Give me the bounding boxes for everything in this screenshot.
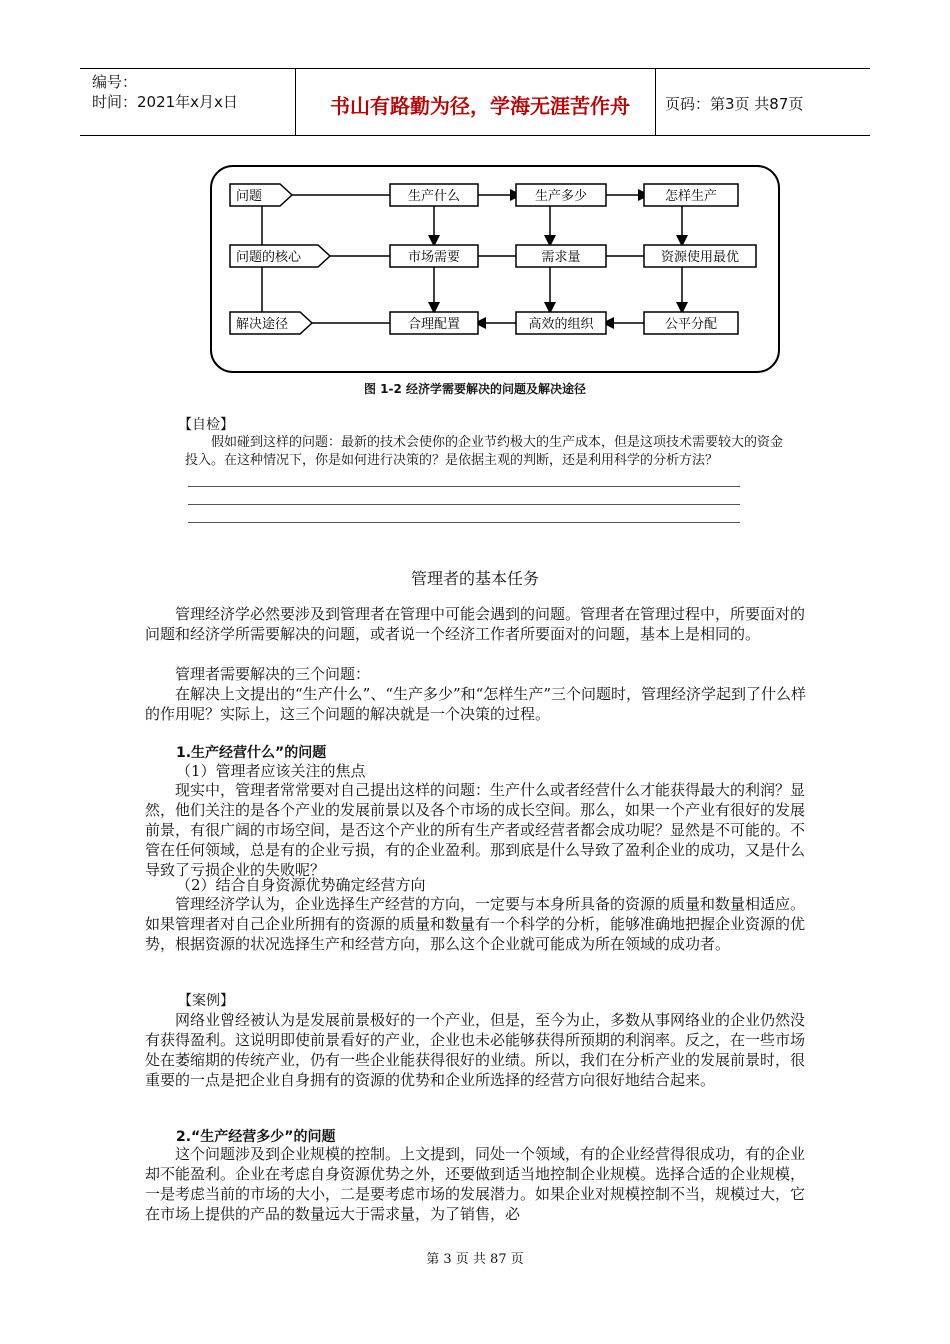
subheading: 2.“生产经营多少”的问题 [176,1129,336,1145]
row-label: 问题的核心 [236,250,302,265]
paragraph: 网络业曾经被认为是发展前景极好的一个产业，但是，至今为止，多数从事网络业的企业仍然没有获得盈利。这说明即使前景看好的产业，企业也未必能够获得所预期的利润率。反之，在一些市场处在萎缩期的传统产业，仍有一些企业能获得很好的业绩。所以，我们在分析产业的发展前景时，很重要的一点是把企业自身拥有的资源的优势和企业所选择的经营方向很好地结合起来。 [145,1011,806,1089]
flow-diagram [210,165,780,375]
paragraph: 管理者需要解决的三个问题： [175,665,371,683]
self-check-text: 假如碰到这样的问题：最新的技术会使你的企业节约极大的生产成本，但是这项技术需要较大的资金投入。在这种情况下，你是如何进行决策的？是依据主观的判断，还是利用科学的分析方法？ [185,435,784,468]
header-top-rule [80,68,870,69]
header-motto: 书山有路勤为径，学海无涯苦作舟 [330,94,630,118]
row-label: 解决途径 [236,317,289,332]
header-meta [92,72,238,112]
header-divider [655,68,656,136]
answer-line [188,486,740,487]
box-label: 生产什么 [407,189,461,204]
paragraph: 管理经济学必然要涉及到管理者在管理中可能会遇到的问题。管理者在管理过程中，所要面对的问题和经济学所需要解决的问题，或者说一个经济工作者所要面对的问题，基本上是相同的。 [145,605,806,643]
header-divider [295,68,296,136]
number-label: 编号： [92,73,138,91]
paragraph: 在解决上文提出的“生产什么”、“生产多少”和“怎样生产”三个问题时，管理经济学起到了什么样的作用呢？实际上，这三个问题的解决就是一个决策的过程。 [145,685,807,723]
section-title: 管理者的基本任务 [410,569,539,588]
paragraph: 管理经济学认为，企业选择生产经营的方向，一定要与本身所具备的资源的质量和数量相适应。如果管理者对自己企业所拥有的资源的质量和数量有一个科学的分析，能够准确地把握企业资源的优势，根据资源的状况选择生产和经营方向，那么这个企业就可能成为所在领域的成功者。 [145,895,806,953]
subsection-label: （1）管理者应该关注的焦点 [176,762,366,780]
page-footer: 第 3 页 共 87 页 [426,1252,524,1267]
answer-line [188,504,740,505]
header-bottom-rule [80,135,870,136]
box-label: 合理配置 [407,317,461,332]
figure-caption: 图 1-2 经济学需要解决的问题及解决途径 [363,382,587,396]
box-label: 需求量 [541,250,581,265]
box-label: 市场需要 [407,250,461,265]
header-page-label: 页码：第3页 共87页 [665,95,804,113]
answer-line [188,522,740,523]
time-label: 时间：2021年x月x日 [92,93,238,111]
box-label: 生产多少 [534,189,588,204]
self-check-label: 【自检】 [178,417,234,433]
box-label: 怎样生产 [664,189,718,204]
subheading: 1.生产经营什么”的问题 [176,745,327,761]
case-label: 【案例】 [178,993,234,1009]
subsection-label: （2）结合自身资源优势确定经营方向 [176,876,426,894]
paragraph: 这个问题涉及到企业规模的控制。上文提到，同处一个领域，有的企业经营得很成功，有的企业却不能盈利。企业在考虑自身资源优势之外，还要做到适当地控制企业规模。选择合适的企业规模，一是考虑当前的市场的大小，二是要考虑市场的发展潜力。如果企业对规模控制不当，规模过大，它在市场上提供的产品的数量远大于需求量，为了销售，必 [145,1145,806,1223]
box-label: 高效的组织 [528,317,594,332]
paragraph: 现实中，管理者常常要对自己提出这样的问题：生产什么或者经营什么才能获得最大的利润？显然，他们关注的是各个产业的发展前景以及各个市场的成长空间。那么，如果一个产业有很好的发展前景，有很广阔的市场空间，是否这个产业的所有生产者或经营者都会成功呢？显然是不可能的。不管在任何领域，总是有的企业亏损，有的企业盈利。那到底是什么导致了盈利企业的成功，又是什么导致了亏损企业的失败呢？ [145,781,806,879]
row-label: 问题 [236,189,263,204]
box-label: 公平分配 [664,317,718,332]
box-label: 资源使用最优 [660,250,740,265]
